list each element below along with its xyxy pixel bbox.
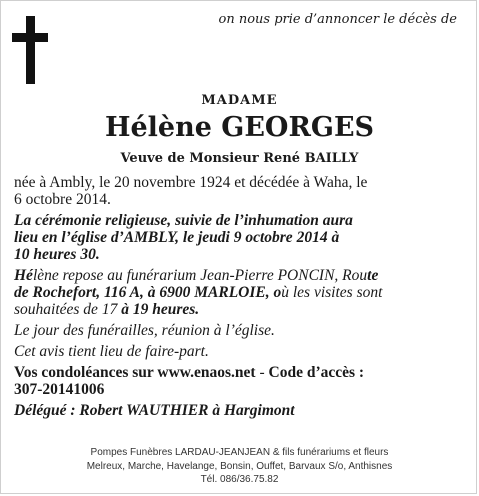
condolences-separator: - [255, 364, 269, 381]
funeral-home-footer [0, 446, 479, 487]
condolences-code-label: Code d’accès : [268, 364, 365, 381]
condolences-site: Vos condoléances sur www.enaos.net [14, 364, 256, 381]
rest-paragraph [14, 267, 466, 318]
latin-cross-icon [12, 16, 48, 84]
widow-of: Veuve de Monsieur René BAILLY [120, 151, 359, 166]
ceremony-paragraph [14, 212, 466, 263]
delegate-text: Délégué : Robert WAUTHIER à Hargimont [14, 402, 295, 419]
rest-seg-1: Hé [14, 267, 33, 284]
birth-line-2: 6 octobre 2014. [14, 191, 111, 208]
rest-seg-2: lène repose au funérarium Jean-Pierre PONCIN, Rou [32, 267, 368, 284]
footer-phone: Tél. 086/36.75.82 [200, 474, 279, 485]
obituary-body [14, 174, 466, 423]
rest-seg-4: de Rochefort, 116 A, à 6900 MARLOIE, o [14, 284, 282, 301]
condolences-code: 307-20141006 [14, 381, 105, 398]
intro-text: on nous prie d’annoncer le décès de [218, 12, 457, 27]
ceremony-line-3: 10 heures 30. [14, 246, 100, 263]
ceremony-line-1: La cérémonie religieuse, suivie de l’inhumation aura [14, 212, 353, 229]
rest-seg-5: ù les visites sont [281, 284, 383, 301]
birth-line-1: née à Ambly, le 20 novembre 1924 et décédée à Waha, le [14, 174, 368, 191]
rest-seg-3: te [367, 267, 379, 284]
footer-line-1: Pompes Funèbres LARDAU-JEANJEAN & fils funérariums et fleurs [90, 447, 389, 458]
birth-paragraph [14, 174, 466, 208]
rest-seg-6: souhaitées de 17 [14, 301, 122, 318]
rest-seg-7: à 19 heures. [121, 301, 200, 318]
condolences-paragraph [14, 364, 466, 398]
ceremony-line-2: lieu en l’église d’AMBLY, le jeudi 9 octobre 2014 à [14, 229, 340, 246]
deceased-name: Hélène GEORGES [104, 112, 375, 143]
footer-line-2: Melreux, Marche, Havelange, Bonsin, Ouffet, Barvaux S/o, Anthisnes [86, 460, 393, 472]
notice-text: Cet avis tient lieu de faire-part. [14, 343, 209, 360]
funeral-day-text: Le jour des funérailles, réunion à l’église. [14, 322, 275, 339]
deceased-title: MADAME [201, 93, 278, 108]
